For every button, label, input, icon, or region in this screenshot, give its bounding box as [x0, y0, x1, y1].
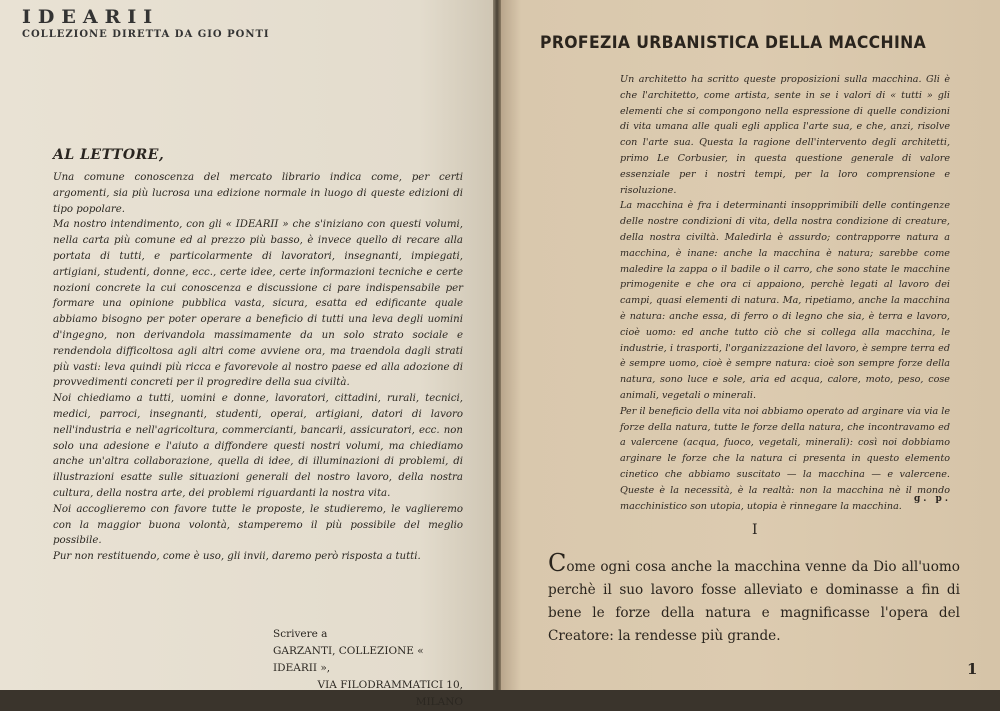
reader-paragraph: Una comune conoscenza del mercato librario indica come, per certi argomenti, sia più lucrosa una edizione normale in luogo di queste edizioni di tipo popolare.: [53, 172, 463, 215]
chapter-paragraph-text: ome ogni cosa anche la macchina venne da Dio all'uomo perchè il suo lavoro fosse alleviato e dominasse a fin di bene le forze della natura e magnificasse l'opera del Creatore: la rendesse più grande.: [548, 559, 960, 644]
preface-paragraph: Un architetto ha scritto queste proposizioni sulla macchina. Gli è che l'architetto, come artista, sente in se i valori di « tutti » gli elementi che si compongono nella espressione di quelle condizioni di vita umana alle quali egli applica l'arte sua, e che, anzi, risolve con l'arte sua. Questa la ragione dell'intervento degli architetti, primo Le Corbusier, in questa questione generale di valore essenziale per i nostri tempi, per la loro comprensione e risoluzione.: [620, 74, 950, 196]
section-number: I: [752, 522, 758, 538]
drop-cap: C: [548, 549, 567, 577]
page-number: 1: [967, 660, 978, 678]
preface-paragraph: Per il beneficio della vita noi abbiamo operato ad arginare via via le forze della natura, tutte le forze della natura, che incontravamo ed a valercene (acqua, fuoco, vegetali, minerali): così noi dobbiamo arginare le forze che la natura ci presenta in questo elemento cinetico che abbiamo suscitato — la macchina — e valercene. Queste è la necessità, è la realtà: non la macchina nè il mondo macchinistico son utopia, utopia è rinnegare la macchina.: [620, 405, 950, 512]
series-subtitle: COLLEZIONE DIRETTA DA GIO PONTI: [22, 29, 270, 40]
book-gutter: [493, 0, 501, 690]
series-title: IDEARII: [22, 6, 160, 28]
chapter-paragraph: [548, 549, 960, 648]
reader-paragraph: Noi accoglieremo con favore tutte le proposte, le studieremo, le vaglieremo con la maggior buona volontà, stamperemo il più possibile del meglio possibile.: [53, 503, 463, 547]
preface-text: [620, 72, 950, 514]
address-line: GARZANTI, COLLEZIONE « IDEARII »,: [273, 645, 424, 674]
reader-paragraph: Pur non restituendo, come è uso, gli invii, daremo però risposta a tutti.: [53, 551, 421, 563]
publisher-address: [273, 626, 463, 711]
chapter-heading: PROFEZIA URBANISTICA DELLA MACCHINA: [540, 33, 927, 53]
reader-paragraph: Noi chiediamo a tutti, uomini e donne, lavoratori, cittadini, rurali, tecnici, medici, parroci, insegnanti, studenti, operai, artigiani, datori di lavoro nell'industria e nell'agricoltura, commercianti, bancarii, assicuratori, ecc. non solo una adesione e l'aiuto a diffondere questi nostri volumi, ma chiediamo anche un'altra collaborazione, quella di idee, di illuminazioni di problemi, di illustrazioni esatte sulle situazioni generali del nostro lavoro, della nostra cultura, della nostra arte, dei problemi riguardanti la nostra vita.: [53, 393, 463, 499]
reader-paragraph: Ma nostro intendimento, con gli « IDEARII » che s'iniziano con questi volumi, nella carta più comune ed al prezzo più basso, è invece quello di recare alla portata di tutti, e particolarmente di lavoratori, insegnanti, impiegati, artigiani, studenti, donne, ecc., certe idee, certe informazioni tecniche e certe nozioni concrete la cui conoscenza e discussione ci pare indispensabile per formare una opinione pubblica vasta, sicura, esatta ed edificante quale abbiamo bisogno per poter operare a beneficio di tutti una leva degli uomini d'ingegno, non derivandola massimamente da un solo strato sociale e rendendola difficoltosa agli altri come avviene ora, ma traendola dagli strati più vasti: leva quindi più ricca e favorevole al nostro paese ed alla adozione di provvedimenti concreti per il progredire della sua civiltà.: [53, 219, 463, 389]
left-page: [0, 0, 493, 708]
reader-note: [53, 170, 463, 565]
preface-paragraph: La macchina è fra i determinanti insopprimibili delle contingenze delle nostre condizioni di vita, della nostra condizione di creature, della nostra civiltà. Maledirla è assurdo; contrapporre natura a macchina, è inane: anche la macchina è natura; sarebbe come maledire la zappa o il badile o il carro, che sono state le macchine primogenite e che ora ci appaiono, perchè legati al lavoro dei campi, quasi elementi di natura. Ma, ripetiamo, anche la macchina è natura: anche essa, di ferro o di legno che sia, è terra e lavoro, cioè uomo: ed anche tutto ciò che si collega alla macchina, le industrie, i trasporti, l'organizzazione del lavoro, è sempre terra ed è sempre uomo, cioè è sempre natura: cioè son sempre forze della natura, sono luce e sole, aria ed acqua, calore, moto, peso, cose animali, vegetali o minerali.: [620, 200, 950, 401]
address-line: Scrivere a: [273, 628, 328, 640]
chapter-body: [548, 549, 960, 648]
author-initials: g. p.: [914, 494, 951, 504]
reader-heading: AL LETTORE,: [53, 147, 165, 163]
address-line: VIA FILODRAMMATICI 10, MILANO: [317, 679, 463, 708]
